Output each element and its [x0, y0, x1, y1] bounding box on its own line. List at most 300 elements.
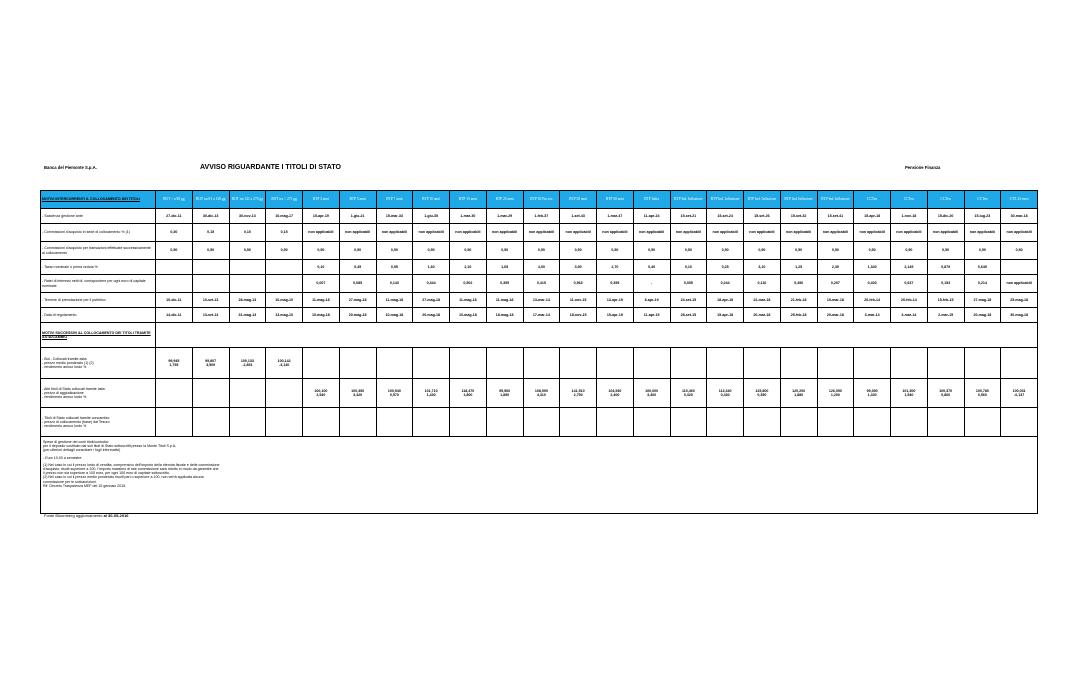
table-cell: 0,415 — [523, 275, 560, 293]
table-cell — [891, 408, 928, 437]
row-label: - Altri titoli di Stato collocati tramite asta: - prezzo di aggiudicazione - rendimento annuo lordo % — [41, 379, 156, 408]
table-cell — [303, 408, 340, 437]
table-cell: 15-set-21 — [670, 209, 707, 224]
table-cell — [817, 408, 854, 437]
table-cell: 3,50 — [560, 260, 597, 275]
column-header: BTP Ind. Inflazione — [670, 191, 707, 209]
table-row — [41, 209, 1038, 224]
table-cell: 0,214 — [964, 275, 1001, 293]
table-cell: 0,50 — [376, 242, 413, 260]
table-cell: 10-mag-10 — [266, 293, 303, 308]
section-header-label: MOTIVI SUCCESSIVI AL COLLOCAMENTO DEI TITOLI TRAMITE ASTA/CAMBIO — [41, 323, 156, 348]
table-cell: 0,50 — [854, 242, 891, 260]
column-header: BTP 15 anni — [450, 191, 487, 209]
table-cell — [964, 408, 1001, 437]
table-cell: non applicabili — [927, 224, 964, 242]
table-cell — [597, 348, 634, 379]
table-cell — [744, 348, 781, 379]
table-cell: 15-set-32 — [780, 209, 817, 224]
table-cell: 99,807 3,509 — [192, 348, 229, 379]
table-cell — [633, 348, 670, 379]
table-cell: non applicabili — [744, 224, 781, 242]
table-cell: 2,10 — [450, 260, 487, 275]
table-cell: 20-mar-18 — [817, 308, 854, 323]
table-cell: non applicabili — [964, 224, 1001, 242]
table-cell: 100,133 -2,851 — [229, 348, 266, 379]
table-cell — [192, 379, 229, 408]
table-cell — [707, 408, 744, 437]
section-header-fill — [156, 323, 1038, 348]
table-cell: 0,50 — [192, 242, 229, 260]
table-cell: non applicabili — [339, 224, 376, 242]
table-cell: 18-mag-18 — [486, 308, 523, 323]
table-cell: non applicabili — [1001, 224, 1038, 242]
table-cell: 0,359 — [597, 275, 634, 293]
table-cell: 0,10 — [670, 260, 707, 275]
table-cell — [780, 408, 817, 437]
column-header: BTP Ind. Inflazione — [744, 191, 781, 209]
table-cell: 0,50 — [156, 242, 193, 260]
column-header: BTP 50 anni — [597, 191, 634, 209]
table-cell: 1,25 — [780, 260, 817, 275]
table-cell: 1-giu-35 — [413, 209, 450, 224]
table-cell: 24-set-15 — [670, 293, 707, 308]
row-label: - Commissioni d'acquisto per transazioni effettuate successivamente al collocamento — [41, 242, 156, 260]
table-cell — [156, 260, 193, 275]
table-cell — [560, 408, 597, 437]
column-header: BTP 30 Fin.sos — [523, 191, 560, 209]
table-cell: 0,007 — [303, 275, 340, 293]
table-row — [41, 242, 1038, 260]
table-cell: - — [633, 275, 670, 293]
table-cell: 27-mag-18 — [339, 293, 376, 308]
table-cell: 0,055 — [670, 275, 707, 293]
table-cell — [780, 348, 817, 379]
table-cell: 13-mag-10 — [266, 308, 303, 323]
table-cell: 13-mar-14 — [523, 293, 560, 308]
table-cell: 141,510 2,750 — [560, 379, 597, 408]
table-cell: 0,50 — [927, 242, 964, 260]
table-cell — [670, 348, 707, 379]
table-cell — [229, 408, 266, 437]
table-cell: 11-mag-18 — [486, 293, 523, 308]
table-cell: 10-mag-18 — [450, 308, 487, 323]
table-cell: 0,344 — [413, 275, 450, 293]
table-cell: 1-feb-37 — [523, 209, 560, 224]
table-cell — [744, 408, 781, 437]
row-label: - Ratei di interessi netti di, corrispondere per ogni euro di capitale nominale — [41, 275, 156, 293]
table-cell — [450, 348, 487, 379]
row-label: - Bot - Collocati tramite asta: - prezzo medio ponderato (1) (2) - rendimento annuo lordo % — [41, 348, 156, 379]
table-cell: 30-nov-13 — [229, 209, 266, 224]
table-cell: 10-dic-11 — [156, 293, 193, 308]
table-cell: 99,945 1,755 — [156, 348, 193, 379]
table-cell: 1,65 — [486, 260, 523, 275]
table-cell: 2-mar-15 — [927, 308, 964, 323]
table-cell: 1-mar-30 — [450, 209, 487, 224]
table-cell: 100,780 0,560 — [964, 379, 1001, 408]
table-cell: 11-apr-24 — [633, 209, 670, 224]
column-header: BTP 7 anni — [376, 191, 413, 209]
column-header: BTP Ind. Inflazione — [817, 191, 854, 209]
table-row — [41, 379, 1038, 408]
table-cell: 20-mag-18 — [964, 308, 1001, 323]
table-cell: 0,502 — [450, 275, 487, 293]
table-cell: non applicabili — [303, 224, 340, 242]
table-cell: non applicabili — [450, 224, 487, 242]
table-cell: non applicabili — [780, 224, 817, 242]
table-cell: 0,50 — [413, 242, 450, 260]
table-cell: 100,142 -3,140 — [266, 348, 303, 379]
table-cell — [376, 408, 413, 437]
table-cell: 0,50 — [817, 242, 854, 260]
table-cell: 0,15 — [192, 224, 229, 242]
table-cell — [229, 260, 266, 275]
table-cell: 20-feb-14 — [891, 293, 928, 308]
table-cell — [927, 408, 964, 437]
column-header: BTP Italia — [633, 191, 670, 209]
table-cell: 0,15 — [266, 224, 303, 242]
column-header: CCTeu — [854, 191, 891, 209]
table-cell: 0,085 — [339, 275, 376, 293]
table-cell — [486, 408, 523, 437]
table-cell: 1-mar-47 — [597, 209, 634, 224]
column-header: BOT tra 81 a 140 gg — [192, 191, 229, 209]
table-cell — [964, 348, 1001, 379]
table-cell: 1-nov-18 — [891, 209, 928, 224]
table-cell — [266, 379, 303, 408]
table-cell: 0,50 — [891, 242, 928, 260]
table-cell: 0,45 — [339, 260, 376, 275]
column-header: CCTeu — [891, 191, 928, 209]
table-cell: 30-dic-13 — [192, 209, 229, 224]
column-header: CCTeu — [927, 191, 964, 209]
table-cell: 11-apr-19 — [633, 308, 670, 323]
table-cell — [817, 348, 854, 379]
table-cell: 27-mag-18 — [413, 293, 450, 308]
note-paragraph: (1) Nel caso in cui il prezzo lordo di vendita, comprensivo dell'importo della ritenuta fiscale e delle commissione d'acquisto, risulti superiore a 100, l'importo massimo di tale commissione sarà ridotto in modo da garantire che il prezzo non sia superiore a 100 euro, per ogni 100 euro di capitale sottoscritto. (2) Nel caso in cui il prezzo medio ponderato risulti pari o superiore a 100, non verrà applicata alcuna commissione per le sottoscrizioni. Rif. Decreto Trasparenza MEF del 15 gennaio 2015. — [43, 462, 220, 488]
table-cell — [523, 408, 560, 437]
source-label: Fonte Bloomberg aggiornamento — [44, 513, 103, 518]
table-cell: non applicabili — [597, 224, 634, 242]
table-row — [41, 224, 1038, 242]
table-cell: 10-mag-18 — [303, 308, 340, 323]
column-header: BTP Ind. Inflazione — [707, 191, 744, 209]
table-cell: 0,10 — [303, 260, 340, 275]
table-cell: 15-apr-19 — [303, 209, 340, 224]
table-cell: 25-feb-18 — [780, 308, 817, 323]
table-cell: 10-mag-18 — [376, 308, 413, 323]
table-cell: 27-dic-11 — [156, 209, 193, 224]
table-cell: 110,460 0,320 — [670, 379, 707, 408]
bank-name: Banca del Piemonte S.p.A. — [44, 165, 97, 170]
table-cell: 0,153 — [927, 275, 964, 293]
row-label: - Tasso nominale o prima cedola % — [41, 260, 156, 275]
table-cell: 4,00 — [523, 260, 560, 275]
table-cell: 20-mag-18 — [339, 308, 376, 323]
table-cell — [413, 408, 450, 437]
table-cell: non applicabili — [817, 224, 854, 242]
table-cell: 11-mag-18 — [450, 293, 487, 308]
table-cell: non applicabili — [560, 224, 597, 242]
table-cell: non applicabili — [376, 224, 413, 242]
table-cell — [927, 348, 964, 379]
table-cell: 0,879 — [927, 260, 964, 275]
table-cell: 0,50 — [670, 242, 707, 260]
table-cell: 2,35 — [817, 260, 854, 275]
table-row — [41, 348, 1038, 379]
table-cell: 0,50 — [303, 242, 340, 260]
table-cell — [156, 275, 193, 293]
table-cell: 0,25 — [707, 260, 744, 275]
table-row — [41, 293, 1038, 308]
table-cell: non applicabili — [523, 224, 560, 242]
table-cell — [156, 379, 193, 408]
column-header: BTP 5 anni — [339, 191, 376, 209]
table-cell — [450, 408, 487, 437]
table-cell — [854, 348, 891, 379]
table-cell: 108,590 4,310 — [523, 379, 560, 408]
table-cell: 100,031 -0,137 — [1001, 379, 1038, 408]
table-cell: 15-lug-23 — [964, 209, 1001, 224]
table-cell: 27-mag-18 — [964, 293, 1001, 308]
table-row — [41, 308, 1038, 323]
table-cell — [339, 348, 376, 379]
table-cell: 15-set-41 — [817, 209, 854, 224]
table-cell: 11-mag-18 — [376, 293, 413, 308]
column-header: BOT tra > 271 gg — [266, 191, 303, 209]
table-cell: 13-set-13 — [192, 308, 229, 323]
row-label: - Data di regolamento — [41, 308, 156, 323]
table-cell: 3,10 — [744, 260, 781, 275]
column-header: BOT tra 141 a 270 gg — [229, 191, 266, 209]
table-cell: non applicabili — [891, 224, 928, 242]
table-cell: 15-dic-20 — [927, 209, 964, 224]
table-cell: 0,50 — [229, 242, 266, 260]
table-cell: 0,50 — [707, 242, 744, 260]
notes-row — [41, 437, 1038, 514]
column-header: BTP 10 anni — [413, 191, 450, 209]
table-cell: 0,116 — [744, 275, 781, 293]
table-cell — [707, 348, 744, 379]
column-header: BOT < a 80 gg — [156, 191, 193, 209]
table-cell: non applicabili — [854, 224, 891, 242]
table-cell — [266, 408, 303, 437]
table-cell — [891, 348, 928, 379]
table-cell: 0,30 — [156, 224, 193, 242]
table-cell: non applicabili — [670, 224, 707, 242]
table-cell: 0,637 — [891, 275, 928, 293]
table-cell — [1001, 260, 1038, 275]
table-cell: 1-set-43 — [560, 209, 597, 224]
table-cell — [413, 348, 450, 379]
table-cell — [229, 379, 266, 408]
table-cell: 0,403 — [854, 275, 891, 293]
table-cell: 30-mar-18 — [1001, 209, 1038, 224]
table-cell: 20-mar-18 — [744, 308, 781, 323]
table-cell: non applicabili — [486, 224, 523, 242]
table-cell: 15-feb-15 — [927, 293, 964, 308]
table-cell: 0,50 — [450, 242, 487, 260]
column-header: CTZ 24 mesi — [1001, 191, 1038, 209]
table-cell: 18-nov-15 — [560, 308, 597, 323]
table-cell — [339, 408, 376, 437]
table-cell — [266, 260, 303, 275]
table-cell: 15-apr-19 — [597, 308, 634, 323]
source-note — [44, 513, 129, 518]
table-row — [41, 275, 1038, 293]
table-cell — [523, 348, 560, 379]
table-cell: 22-mar-18 — [744, 293, 781, 308]
table-cell: 0,50 — [597, 242, 634, 260]
column-header: CCTeu — [964, 191, 1001, 209]
titoli-table — [40, 190, 1038, 514]
table-row — [41, 260, 1038, 275]
table-corner-label: MOTIVI INTERCORRENTI IL COLLOCAMENTO DEI TITOLI — [41, 191, 156, 209]
notes-cell — [41, 437, 1038, 514]
table-cell: 18-apr-18 — [707, 293, 744, 308]
table-cell: 11-mag-18 — [303, 293, 340, 308]
table-cell — [192, 275, 229, 293]
table-cell: 0,10 — [229, 224, 266, 242]
table-cell: 0,40 — [633, 260, 670, 275]
table-cell: 3-mar-14 — [891, 308, 928, 323]
table-cell: 0,50 — [560, 242, 597, 260]
table-cell: 28-set-15 — [670, 308, 707, 323]
table-cell: non applicabili — [707, 224, 744, 242]
table-cell: 31-mag-13 — [229, 308, 266, 323]
table-cell: 1,340 — [854, 260, 891, 275]
table-cell: non applicabili — [1001, 275, 1038, 293]
row-label: - Commissioni d'acquisto in sede di collocamento % (1) — [41, 224, 156, 242]
table-cell — [1001, 348, 1038, 379]
table-cell: 17-mar-14 — [523, 308, 560, 323]
table-cell: 126,050 1,200 — [817, 379, 854, 408]
table-cell: 0,395 — [486, 275, 523, 293]
table-cell: 10-mag-17 — [266, 209, 303, 224]
column-header: BTP 50 anni — [560, 191, 597, 209]
table-header-row — [41, 191, 1038, 209]
table-cell: non applicabili — [413, 224, 450, 242]
table-cell: 13-apr-19 — [597, 293, 634, 308]
table-cell: 21-feb-18 — [780, 293, 817, 308]
table-cell: 0,50 — [780, 242, 817, 260]
table-cell: 100,540 0,570 — [376, 379, 413, 408]
table-cell: 104,530 2,400 — [597, 379, 634, 408]
column-header: BTP 20 anni — [486, 191, 523, 209]
table-cell: 0,50 — [964, 242, 1001, 260]
table-cell — [670, 408, 707, 437]
table-cell — [486, 348, 523, 379]
table-cell: 0,95 — [376, 260, 413, 275]
table-cell: 113,340 0,430 — [707, 379, 744, 408]
note-paragraph: - Euro 10,00 a semestre — [43, 455, 82, 460]
table-cell: 15-set-24 — [707, 209, 744, 224]
table-cell — [633, 408, 670, 437]
table-cell: 0,297 — [817, 275, 854, 293]
table-cell: 120,200 1,880 — [780, 379, 817, 408]
table-cell: 3-mar-14 — [854, 308, 891, 323]
table-cell: 0,649 — [964, 260, 1001, 275]
column-header: BTP Ind. Inflazione — [780, 191, 817, 209]
table-cell: 100,350 3,420 — [339, 379, 376, 408]
row-label: - Titoli di Stato collocati tramite concambio: - prezzo di collocamento (base) dal Tesoro - rendimento annuo lordo % — [41, 408, 156, 437]
row-label: - Termine di prenotazione per il pubblico — [41, 293, 156, 308]
table-cell: 0,496 — [780, 275, 817, 293]
table-cell: 15-set-26 — [744, 209, 781, 224]
table-cell: 95,560 1,890 — [486, 379, 523, 408]
table-cell — [192, 408, 229, 437]
table-cell: 14-dic-11 — [156, 308, 193, 323]
table-cell: 0,244 — [707, 275, 744, 293]
table-cell: 101,710 1,430 — [413, 379, 450, 408]
table-cell: 0,50 — [523, 242, 560, 260]
table-cell: 0,50 — [633, 242, 670, 260]
table-cell: 0,50 — [266, 242, 303, 260]
table-cell — [854, 408, 891, 437]
table-cell: 0,50 — [744, 242, 781, 260]
table-cell — [192, 260, 229, 275]
table-cell: 0,963 — [560, 275, 597, 293]
table-cell: 0,50 — [1001, 242, 1038, 260]
table-cell — [376, 348, 413, 379]
table-row — [41, 408, 1038, 437]
table-cell: 1-mar-29 — [486, 209, 523, 224]
table-cell: 100,000 3,400 — [633, 379, 670, 408]
table-cell: 125,800 0,350 — [744, 379, 781, 408]
table-cell — [156, 408, 193, 437]
source-date: al 30-05-2016 — [103, 513, 129, 518]
table-cell: 10-set-13 — [192, 293, 229, 308]
section-header-row — [41, 323, 1038, 348]
table-cell: 8-apr-19 — [633, 293, 670, 308]
table-cell: 28-mag-13 — [229, 293, 266, 308]
note-paragraph: Spese di gestione dei conti titoli/custodia: per il deposito costituito dai soli titoli di Stato sottoscritti presso la Monte Titoli S.p.A. (per ulteriori dettagli consultare i fogli informativi) — [43, 440, 177, 453]
table-cell: 15-mar-33 — [376, 209, 413, 224]
table-cell: 0,50 — [486, 242, 523, 260]
table-cell: 100,370 0,860 — [927, 379, 964, 408]
table-cell: non applicabili — [633, 224, 670, 242]
column-header: BTP 3 anni — [303, 191, 340, 209]
table-cell: 15-apr-18 — [707, 308, 744, 323]
table-cell: 0,50 — [339, 242, 376, 260]
table-cell: 25-mag-18 — [1001, 293, 1038, 308]
table-cell — [266, 275, 303, 293]
table-cell — [303, 348, 340, 379]
table-cell — [560, 348, 597, 379]
table-cell — [229, 275, 266, 293]
table-cell: 0,143 — [376, 275, 413, 293]
table-cell: 101,300 1,540 — [891, 379, 928, 408]
table-cell: 100,100 2,540 — [303, 379, 340, 408]
table-cell: 30-mag-18 — [1001, 308, 1038, 323]
table-cell: 11-nov-15 — [560, 293, 597, 308]
table-cell: 1-giu-21 — [339, 209, 376, 224]
table-cell: 118,470 1,800 — [450, 379, 487, 408]
table-cell: 2,149 — [891, 260, 928, 275]
table-cell: 15-apr-18 — [854, 209, 891, 224]
table-cell: 1,60 — [413, 260, 450, 275]
document-title: AVVISO RIGUARDANTE I TITOLI DI STATO — [200, 164, 341, 171]
table-cell: 26-feb-14 — [854, 293, 891, 308]
table-cell: 19-mar-18 — [817, 293, 854, 308]
table-cell: 99,350 1,430 — [854, 379, 891, 408]
table-cell — [597, 408, 634, 437]
row-label: - Scadenza gestione ante — [41, 209, 156, 224]
table-cell: 2,70 — [597, 260, 634, 275]
table-cell — [1001, 408, 1038, 437]
table-cell: 20-mag-18 — [413, 308, 450, 323]
